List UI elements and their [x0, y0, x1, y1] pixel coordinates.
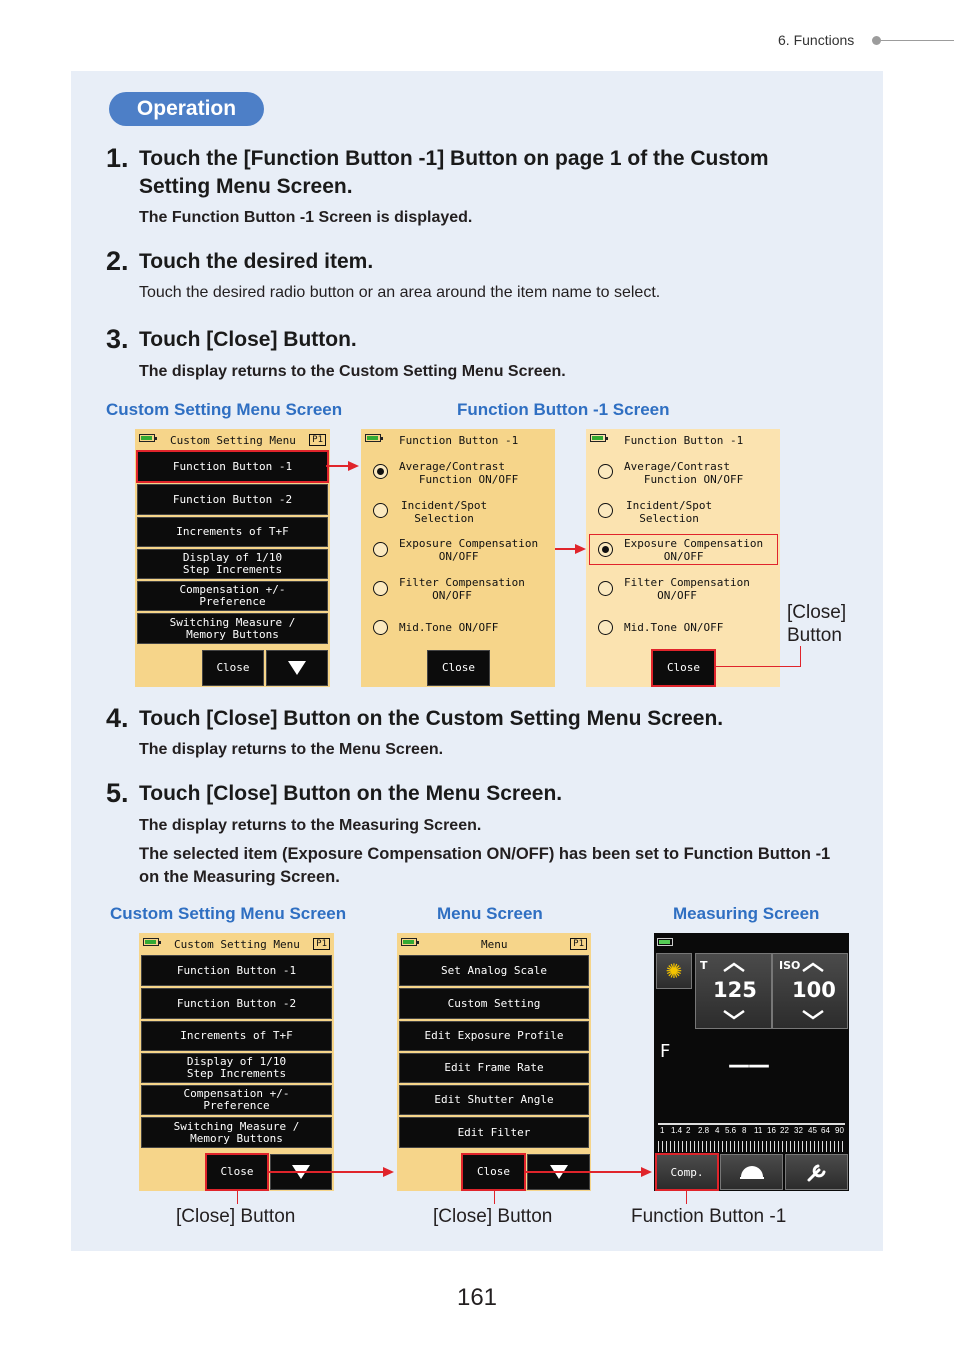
custom-setting-button[interactable]: Custom Setting	[399, 988, 589, 1019]
battery-icon	[139, 434, 155, 442]
item-incident-spot[interactable]: Incident/Spot Selection	[626, 499, 713, 525]
scale-32: 32	[794, 1126, 803, 1135]
sun-icon: ✺	[665, 959, 683, 983]
scale-1-4: 1.4	[671, 1126, 683, 1135]
f-label: F	[660, 1041, 671, 1062]
function-button-2-button[interactable]: Function Button -2	[137, 484, 328, 515]
item-exposure-compensation[interactable]: Exposure Compensation ON/OFF	[624, 537, 764, 563]
close-button-label-1: [Close] Button	[176, 1206, 296, 1227]
page-number: 161	[456, 1284, 498, 1311]
analog-scale-base	[658, 1123, 845, 1125]
compensation-preference-button[interactable]: Compensation +/- Preference	[137, 581, 328, 611]
header-rule	[881, 40, 954, 41]
battery-icon	[143, 938, 159, 946]
item-average-contrast[interactable]: Average/Contrast Function ON/OFF	[399, 460, 519, 486]
scale-1: 1	[660, 1126, 665, 1135]
item-average-contrast[interactable]: Average/Contrast Function ON/OFF	[624, 460, 744, 486]
close-callout-line1: [Close]	[787, 602, 847, 623]
scale-4: 4	[715, 1126, 720, 1135]
page-indicator: P1	[309, 434, 326, 446]
up-chevron-icon	[722, 962, 746, 972]
close-button[interactable]: Close	[652, 650, 715, 686]
arrow-line	[555, 548, 577, 550]
scale-11: 11	[754, 1126, 763, 1135]
switching-measure-button[interactable]: Switching Measure / Memory Buttons	[137, 613, 328, 644]
step-1-title: Touch the [Function Button -1] Button on page 1 of the Custom Setting Menu Screen.	[139, 147, 769, 198]
radio-mid-tone[interactable]	[373, 620, 388, 635]
scale-2-8: 2.8	[698, 1126, 710, 1135]
close-button-label-2: [Close] Button	[433, 1206, 553, 1227]
step-5-title: Touch [Close] Button on the Menu Screen.	[139, 782, 563, 805]
screen-title: Custom Setting Menu	[174, 938, 300, 951]
step-4-desc: The display returns to the Menu Screen.	[139, 741, 444, 758]
close-button[interactable]: Close	[206, 1154, 268, 1190]
scale-90: 90	[835, 1126, 844, 1135]
switching-measure-button[interactable]: Switching Measure / Memory Buttons	[141, 1117, 332, 1148]
arrow-head-icon	[575, 544, 586, 554]
battery-icon	[590, 434, 606, 442]
shutter-speed-cell[interactable]	[695, 953, 772, 1029]
radio-mid-tone[interactable]	[598, 620, 613, 635]
menu-screen-e	[397, 933, 591, 1191]
step-3-desc: The display returns to the Custom Setting Menu Screen.	[139, 363, 566, 380]
radio-filter-compensation[interactable]	[373, 581, 388, 596]
callout-line	[686, 1191, 687, 1204]
step-5-desc2: The selected item (Exposure Compensation ON/OFF) has been set to Function Button -1 on the Measuring Screen.	[139, 845, 831, 886]
down-chevron-icon	[722, 1010, 746, 1020]
settings-button[interactable]	[785, 1154, 848, 1190]
arrow-line	[326, 465, 350, 467]
caption-custom-setting-menu-2: Custom Setting Menu Screen	[110, 904, 347, 923]
step-2-number: 2.	[106, 246, 129, 276]
item-filter-compensation[interactable]: Filter Compensation ON/OFF	[624, 576, 750, 602]
display-step-button[interactable]: Display of 1/10 Step Increments	[141, 1053, 332, 1083]
radio-incident-spot[interactable]	[373, 503, 388, 518]
dome-button[interactable]	[720, 1154, 783, 1190]
comp-button[interactable]	[656, 1154, 718, 1190]
dome-icon	[739, 1164, 765, 1180]
section-header: 6. Functions	[778, 32, 855, 48]
radio-filter-compensation[interactable]	[598, 581, 613, 596]
caption-measuring-screen: Measuring Screen	[673, 904, 820, 923]
operation-badge: Operation	[109, 92, 264, 126]
function-button-screen-c	[586, 429, 780, 687]
caption-menu-screen: Menu Screen	[437, 904, 543, 923]
radio-average-contrast[interactable]	[373, 464, 388, 479]
iso-value: 100	[792, 978, 836, 1002]
step-4-number: 4.	[106, 703, 129, 733]
battery-icon	[657, 938, 673, 946]
callout-line	[716, 666, 801, 667]
scale-8: 8	[742, 1126, 747, 1135]
scale-45: 45	[808, 1126, 817, 1135]
close-callout-line2: Button	[787, 625, 842, 646]
radio-average-contrast[interactable]	[598, 464, 613, 479]
wrench-icon	[806, 1161, 828, 1183]
caption-function-button-screen: Function Button -1 Screen	[457, 400, 670, 419]
edit-exposure-profile-button[interactable]: Edit Exposure Profile	[399, 1021, 589, 1051]
close-button[interactable]: Close	[462, 1154, 525, 1190]
step-3-title: Touch [Close] Button.	[139, 328, 357, 351]
function-button-label: Function Button -1	[631, 1206, 787, 1227]
display-step-button[interactable]: Display of 1/10 Step Increments	[137, 549, 328, 579]
callout-line	[800, 646, 801, 667]
screen-title: Custom Setting Menu	[170, 434, 296, 447]
set-analog-scale-button[interactable]: Set Analog Scale	[399, 955, 589, 986]
iso-cell[interactable]	[772, 953, 848, 1029]
scale-64: 64	[821, 1126, 830, 1135]
compensation-preference-button[interactable]: Compensation +/- Preference	[141, 1085, 332, 1115]
screen-title: Menu	[481, 938, 508, 951]
light-mode-button[interactable]	[656, 953, 692, 989]
caption-custom-setting-menu: Custom Setting Menu Screen	[106, 400, 343, 419]
battery-icon	[365, 434, 381, 442]
step-4-title: Touch [Close] Button on the Custom Setting Menu Screen.	[139, 707, 724, 730]
down-triangle-icon	[288, 661, 306, 675]
function-button-screen-b	[361, 429, 555, 687]
page-indicator: P1	[313, 938, 330, 950]
down-chevron-icon	[801, 1010, 825, 1020]
radio-exposure-compensation[interactable]	[373, 542, 388, 557]
scale-5-6: 5.6	[725, 1126, 737, 1135]
callout-line	[494, 1191, 495, 1204]
scale-2: 2	[686, 1126, 691, 1135]
arrow-head-icon	[348, 461, 359, 471]
step-2-desc: Touch the desired radio button or an area around the item name to select.	[139, 284, 661, 301]
header-dot	[872, 36, 881, 45]
increments-button[interactable]: Increments of T+F	[137, 517, 328, 547]
arrow-head-icon	[641, 1167, 652, 1177]
function-button-1-button[interactable]: Function Button -1	[137, 451, 328, 482]
arrow-line	[268, 1171, 385, 1173]
item-incident-spot[interactable]: Incident/Spot Selection	[401, 499, 488, 525]
edit-shutter-angle-button[interactable]: Edit Shutter Angle	[399, 1085, 589, 1115]
f-value: ——	[728, 1053, 768, 1078]
scale-16: 16	[767, 1126, 776, 1135]
close-button[interactable]: Close	[427, 650, 490, 686]
item-mid-tone[interactable]: Mid.Tone ON/OFF	[624, 621, 724, 634]
item-mid-tone[interactable]: Mid.Tone ON/OFF	[399, 621, 499, 634]
function-button-2-button[interactable]: Function Button -2	[141, 988, 332, 1019]
custom-setting-menu-screen-a	[135, 429, 330, 687]
item-exposure-compensation[interactable]: Exposure Compensation ON/OFF	[399, 537, 539, 563]
custom-setting-menu-screen-d	[139, 933, 334, 1191]
close-button[interactable]: Close	[202, 650, 264, 686]
arrow-line	[526, 1171, 643, 1173]
t-label: T	[700, 959, 708, 972]
page-indicator: P1	[570, 938, 587, 950]
step-1-number: 1.	[106, 143, 129, 173]
item-filter-compensation[interactable]: Filter Compensation ON/OFF	[399, 576, 525, 602]
step-5-desc: The display returns to the Measuring Screen.	[139, 817, 482, 834]
step-5-number: 5.	[106, 778, 129, 808]
scale-22: 22	[780, 1126, 789, 1135]
edit-filter-button[interactable]: Edit Filter	[399, 1117, 589, 1148]
shutter-speed-value: 125	[713, 978, 757, 1002]
step-2-title: Touch the desired item.	[139, 250, 374, 273]
edit-frame-rate-button[interactable]: Edit Frame Rate	[399, 1053, 589, 1083]
function-button-1-button[interactable]: Function Button -1	[141, 955, 332, 986]
next-page-button[interactable]	[266, 650, 328, 686]
up-chevron-icon	[801, 962, 825, 972]
battery-icon	[401, 938, 417, 946]
step-3-number: 3.	[106, 324, 129, 354]
increments-button[interactable]: Increments of T+F	[141, 1021, 332, 1051]
radio-exposure-compensation[interactable]	[598, 542, 613, 557]
callout-line	[237, 1191, 238, 1204]
comp-label: Comp.	[670, 1165, 704, 1179]
measuring-screen-f	[654, 933, 849, 1191]
step-1-desc: The Function Button -1 Screen is displayed.	[139, 209, 473, 226]
screen-title: Function Button -1	[399, 434, 519, 447]
radio-incident-spot[interactable]	[598, 503, 613, 518]
iso-label: ISO	[779, 959, 801, 972]
arrow-head-icon	[383, 1167, 394, 1177]
screen-title: Function Button -1	[624, 434, 744, 447]
